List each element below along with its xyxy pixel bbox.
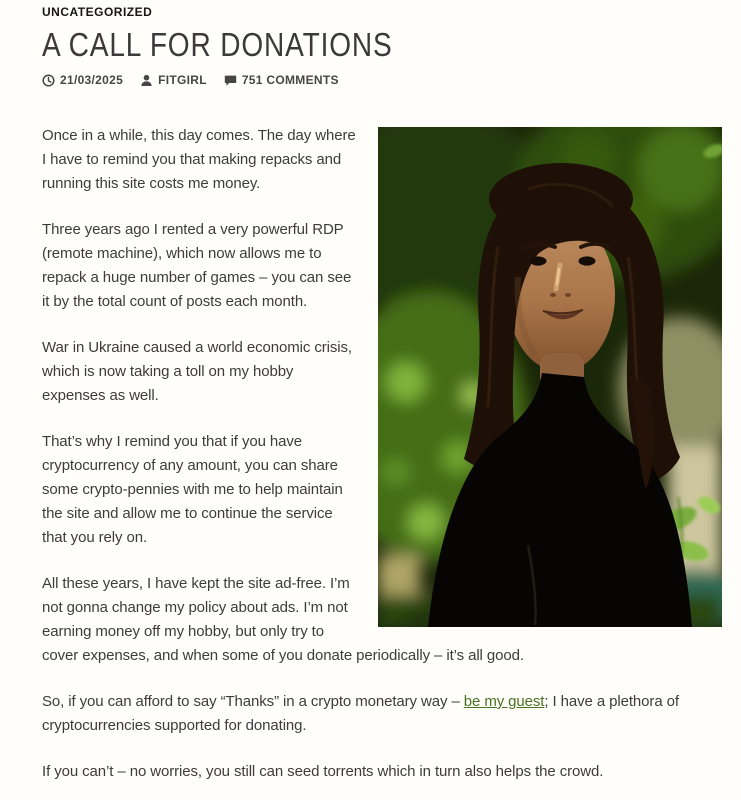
post-content xyxy=(42,124,722,784)
clock-icon xyxy=(42,74,55,87)
paragraph-6-before: So, if you can afford to say “Thanks” in a crypto monetary way – xyxy=(42,693,464,710)
post-meta xyxy=(42,73,722,87)
paragraph-7: If you can’t – no worries, you still can seed torrents which in turn also helps the crowd. xyxy=(42,763,604,780)
comments-icon xyxy=(224,74,237,87)
paragraph-6-after: ; I have a plethora of cryptocurrencies supported for donating. xyxy=(42,693,679,734)
post-author-link[interactable] xyxy=(140,73,207,87)
post-author: FITGIRL xyxy=(158,73,207,87)
paragraph-5: All these years, I have kept the site ad-free. I’m not gonna change my policy about ads. I’m not earning money off my hobby, but only try to cover expenses, and when some of you donate periodically – it’s all good. xyxy=(42,575,524,664)
user-icon xyxy=(140,74,153,87)
post-date-link[interactable] xyxy=(42,73,123,87)
be-my-guest-link[interactable]: be my guest xyxy=(463,693,545,710)
post-date: 21/03/2025 xyxy=(60,73,124,87)
paragraph-2: Three years ago I rented a very powerful RDP (remote machine), which now allows me to repack a huge number of games – you can see it by the total count of posts each month. xyxy=(42,221,352,310)
comments-count: 751 COMMENTS xyxy=(241,73,339,87)
paragraph-6 xyxy=(42,690,722,738)
paragraph-4: That’s why I remind you that if you have cryptocurrency of any amount, you can share some crypto-pennies with me to help maintain the site and allow me to continue the service that you rely on. xyxy=(42,433,343,546)
paragraph-1: Once in a while, this day comes. The day where I have to remind you that making repacks and running this site costs me money. xyxy=(42,127,356,192)
page-title: A CALL FOR DONATIONS xyxy=(42,26,393,63)
portrait-photo xyxy=(378,127,722,627)
category-link[interactable]: UNCATEGORIZED xyxy=(42,5,153,19)
post-comments-link[interactable] xyxy=(224,73,339,87)
paragraph-3: War in Ukraine caused a world economic crisis, which is now taking a toll on my hobby expenses as well. xyxy=(42,339,352,404)
portrait-photo-art xyxy=(378,127,722,627)
